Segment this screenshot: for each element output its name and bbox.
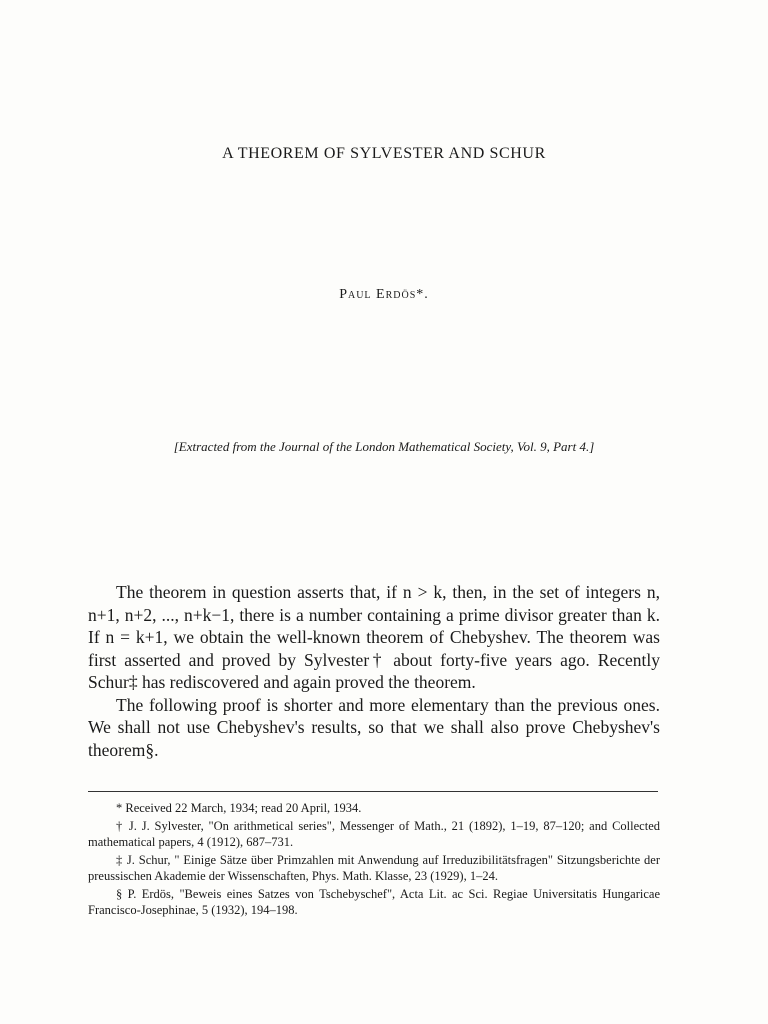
body-text [88, 581, 660, 761]
footnotes [88, 800, 660, 920]
paragraph-2: The following proof is shorter and more elementary than the previous ones. We shall not use Chebyshev's results, so that we shall also prove Chebyshev's theorem§. [88, 694, 660, 760]
footnote-2: † J. J. Sylvester, "On arithmetical series", Messenger of Math., 21 (1892), 1–19, 87–120; and Collected mathematical papers, 4 (1912), 687–731. [88, 818, 660, 849]
author-name: Paul Erdös*. [339, 287, 429, 302]
footnote-4: § P. Erdös, "Beweis eines Satzes von Tschebyschef", Acta Lit. ac Sci. Regiae Universitatis Hungaricae Francisco-Josephinae, 5 (1932), 194–198. [88, 886, 660, 917]
paragraph-1: The theorem in question asserts that, if n > k, then, in the set of integers n, n+1, n+2, ..., n+k−1, there is a number containing a prime divisor greater than k. If n = k+1, we obtain the well-known theorem of Chebyshev. The theorem was first asserted and proved by Sylvester† about forty-five years ago. Recently Schur‡ has rediscovered and again proved the theorem. [88, 582, 660, 692]
paper-title: A THEOREM OF SYLVESTER AND SCHUR [222, 145, 546, 162]
footnote-1: * Received 22 March, 1934; read 20 April, 1934. [116, 801, 362, 815]
footnote-3: ‡ J. Schur, " Einige Sätze über Primzahlen mit Anwendung auf Irreduzibilitätsfragen" Sitzungsberichte der preussischen Akademie der Wissenschaften, Phys. Math. Klasse, 23 (1929), 1–24. [88, 852, 660, 883]
footnote-rule [88, 791, 658, 792]
extract-note: [Extracted from the Journal of the London Mathematical Society, Vol. 9, Part 4.] [173, 439, 595, 454]
